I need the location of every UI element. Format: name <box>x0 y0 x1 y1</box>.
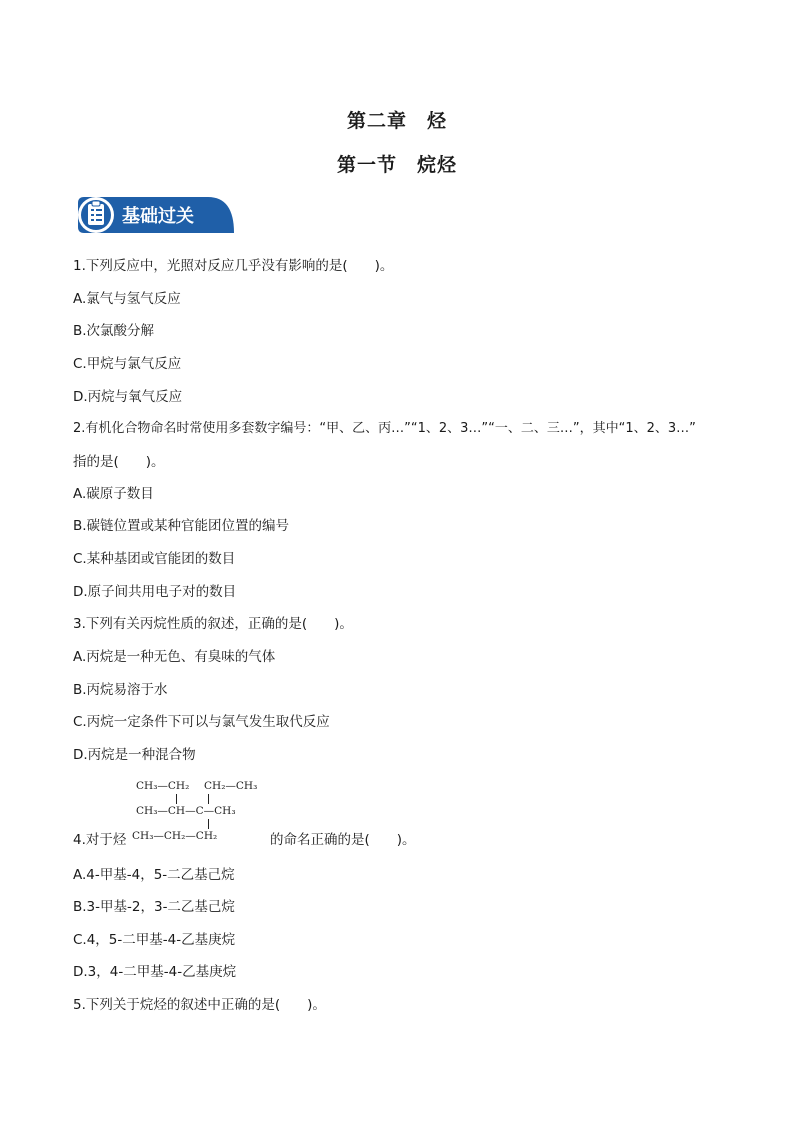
question-4-stem-prefix: 4.对于烃 <box>73 832 127 848</box>
bond-vertical-3 <box>208 819 209 829</box>
question-2-option-a: A.碳原子数目 <box>73 486 154 502</box>
hydrocarbon-structure <box>132 778 272 844</box>
structure-row-3: CH₃—CH₂—CH₂ <box>132 830 218 842</box>
question-3-option-c: C.丙烷一定条件下可以与氯气发生取代反应 <box>73 714 330 730</box>
banner-label: 基础过关 <box>122 206 194 227</box>
question-4-option-b: B.3-甲基-2，3-二乙基己烷 <box>73 899 235 915</box>
structure-row-1-left: CH₃—CH₂ <box>136 780 190 792</box>
chapter-title: 第二章 烃 <box>346 110 447 132</box>
clipboard-list-icon <box>78 197 114 233</box>
question-5-stem: 5.下列关于烷烃的叙述中正确的是( )。 <box>73 997 326 1013</box>
question-3-stem: 3.下列有关丙烷性质的叙述，正确的是( )。 <box>73 616 353 632</box>
question-2-option-c: C.某种基团或官能团的数目 <box>73 551 236 567</box>
question-4-option-c: C.4，5-二甲基-4-乙基庚烷 <box>73 932 236 948</box>
question-2-option-d: D.原子间共用电子对的数目 <box>73 584 237 600</box>
bond-vertical-2 <box>208 794 209 804</box>
question-3-option-b: B.丙烷易溶于水 <box>73 682 168 698</box>
question-3-option-d: D.丙烷是一种混合物 <box>73 747 196 763</box>
question-1-option-b: B.次氯酸分解 <box>73 323 155 339</box>
question-1-option-d: D.丙烷与氧气反应 <box>73 389 183 405</box>
question-4-stem-suffix: 的命名正确的是( )。 <box>270 832 416 848</box>
section-title: 第一节 烷烃 <box>336 154 457 176</box>
question-2-stem: 2.有机化合物命名时常使用多套数字编号：“甲、乙、丙…”“1、2、3…”“一、二、三…”，其中“1、2、3…” <box>73 421 696 436</box>
question-4-option-a: A.4-甲基-4，5-二乙基己烷 <box>73 867 235 883</box>
structure-row-1-right: CH₂—CH₃ <box>204 780 258 792</box>
question-3-option-a: A.丙烷是一种无色、有臭味的气体 <box>73 649 276 665</box>
question-1-option-a: A.氯气与氢气反应 <box>73 291 181 307</box>
question-2-option-b: B.碳链位置或某种官能团位置的编号 <box>73 518 290 534</box>
bond-vertical-1 <box>176 794 177 804</box>
question-1-stem: 1.下列反应中，光照对反应几乎没有影响的是( )。 <box>73 258 394 274</box>
question-4-option-d: D.3，4-二甲基-4-乙基庚烷 <box>73 964 237 980</box>
question-2-stem-continued: 指的是( )。 <box>73 454 165 470</box>
structure-row-2: CH₃—CH—C—CH₃ <box>136 805 236 817</box>
question-1-option-c: C.甲烷与氯气反应 <box>73 356 182 372</box>
